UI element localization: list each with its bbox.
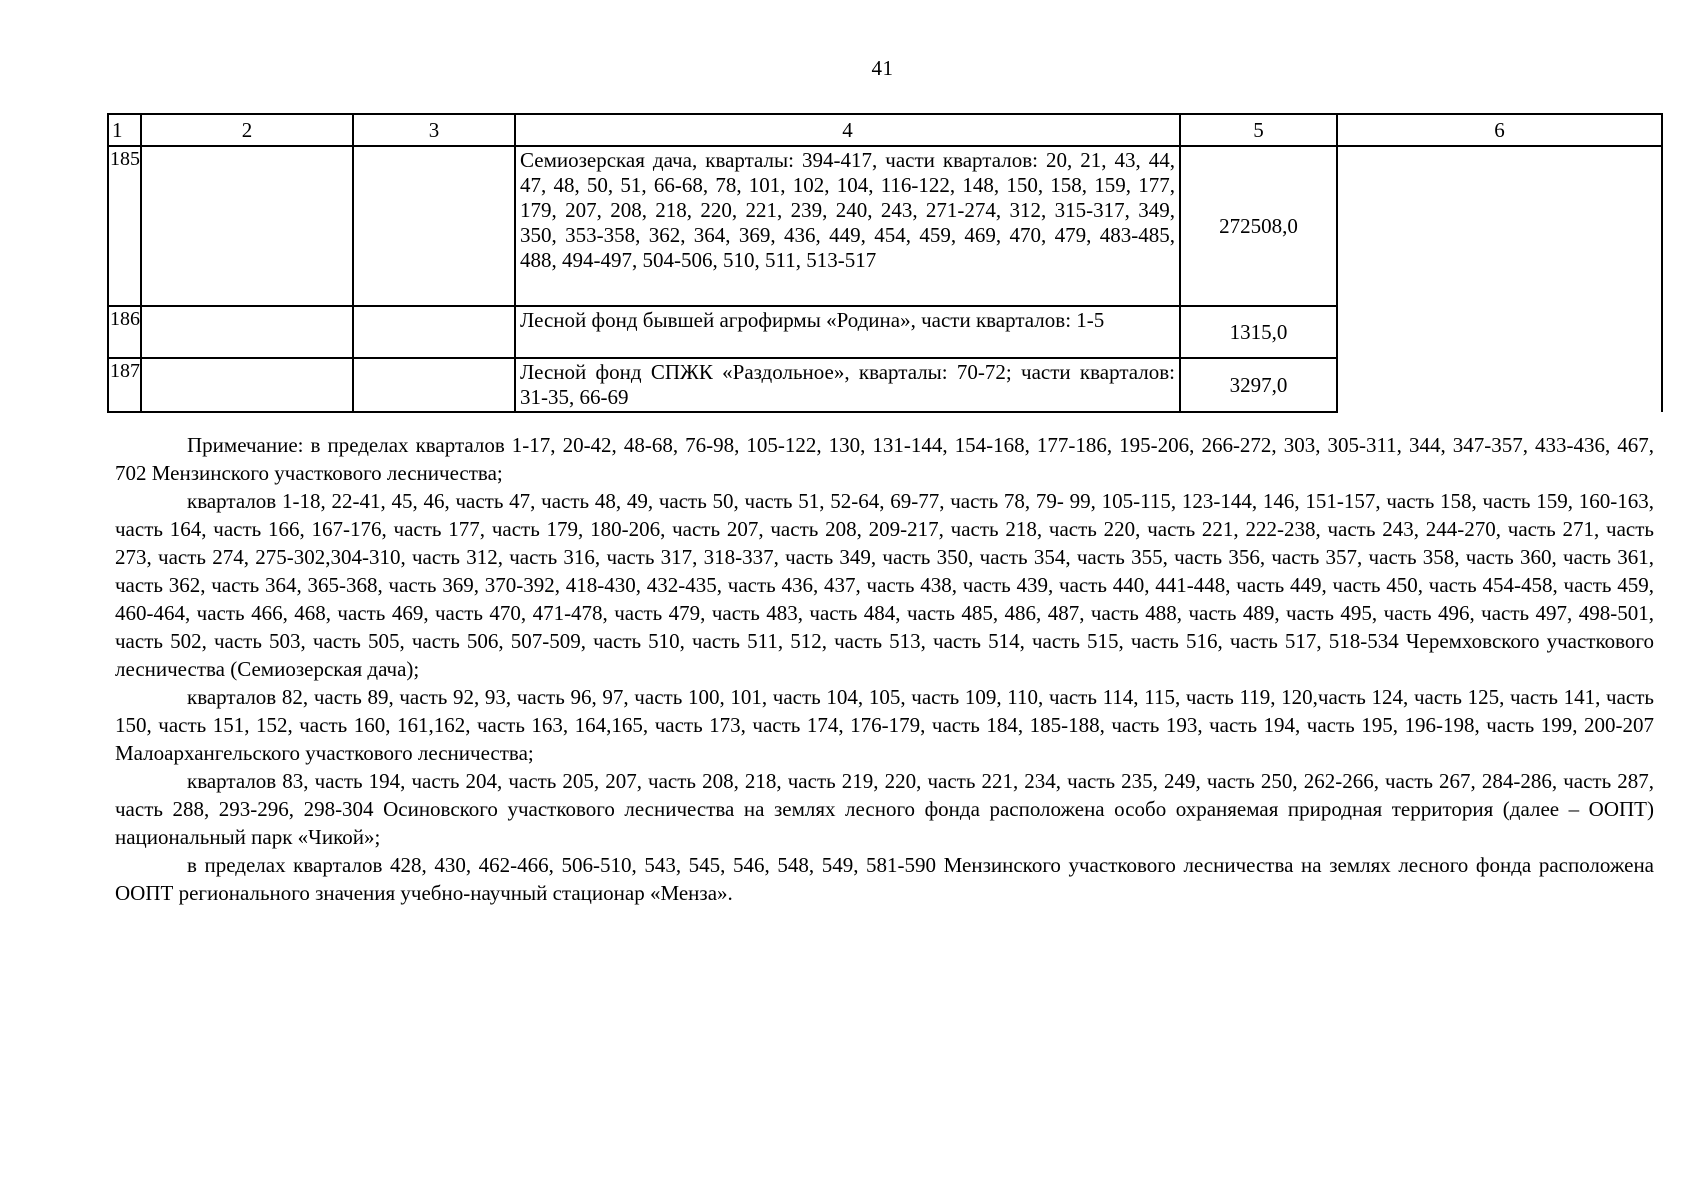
table-cell [353,358,515,412]
row-area: 3297,0 [1180,358,1337,412]
row-description: Лесной фонд бывшей агрофирмы «Родина», части кварталов: 1-5 [515,306,1180,358]
column-header: 2 [141,114,353,146]
row-area: 272508,0 [1180,146,1337,306]
row-area: 1315,0 [1180,306,1337,358]
note-paragraph: кварталов 82, часть 89, часть 92, 93, часть 96, 97, часть 100, 101, часть 104, 105, часть 109, 110, часть 114, 115, часть 119, 120,часть 124, часть 125, часть 141, часть 150, часть 151, 152, часть 160, 161,162, часть 163, 164,165, часть 173, часть 174, 176-179, часть 184, 185-188, часть 193, часть 194, часть 195, 196-198, часть 199, 200-207 Малоархангельского участкового лесничества; [115,685,1654,765]
table-header-row [108,114,1662,146]
table-cell [141,358,353,412]
note-paragraph: в пределах кварталов 428, 430, 462-466, 506-510, 543, 545, 546, 548, 549, 581-590 Мензинского участкового лесничества на землях лесного фонда расположена ООПТ регионального значения учебно-научный стационар «Менза». [115,853,1654,905]
table-cell [1337,146,1662,412]
column-header: 1 [108,114,141,146]
row-description: Семиозерская дача, кварталы: 394-417, части кварталов: 20, 21, 43, 44, 47, 48, 50, 51, 66-68, 78, 101, 102, 104, 116-122, 148, 150, 158, 159, 177, 179, 207, 208, 218, 220, 221, 239, 240, 243, 271-274, 312, 315-317, 349, 350, 353-358, 362, 364, 369, 436, 449, 454, 459, 469, 470, 479, 483-485, 488, 494-497, 504-506, 510, 511, 513-517 [515,146,1180,306]
note-paragraph: кварталов 83, часть 194, часть 204, часть 205, 207, часть 208, 218, часть 219, 220, часть 221, 234, часть 235, 249, часть 250, 262-266, часть 267, 284-286, часть 287, часть 288, 293-296, 298-304 Осиновского участкового лесничества на землях лесного фонда расположена особо охраняемая природная территория (далее – ООПТ) национальный парк «Чикой»; [115,769,1654,849]
row-number: 186 [108,306,141,358]
row-number: 187 [108,358,141,412]
forest-table [107,113,1663,413]
column-header: 4 [515,114,1180,146]
table-cell [141,146,353,306]
table-cell [353,146,515,306]
note-section [115,431,1654,907]
note-paragraph: Примечание: в пределах кварталов 1-17, 20-42, 48-68, 76-98, 105-122, 130, 131-144, 154-168, 177-186, 195-206, 266-272, 303, 305-311, 344, 347-357, 433-436, 467, 702 Мензинского участкового лесничества; [115,433,1654,485]
table-cell [353,306,515,358]
column-header: 6 [1337,114,1662,146]
table-cell [141,306,353,358]
column-header: 5 [1180,114,1337,146]
row-number: 185 [108,146,141,306]
table-row [108,146,1662,306]
column-header: 3 [353,114,515,146]
page-number: 41 [871,56,894,80]
row-description: Лесной фонд СПЖК «Раздольное», кварталы: 70-72; части кварталов: 31-35, 66-69 [515,358,1180,412]
note-paragraph: кварталов 1-18, 22-41, 45, 46, часть 47, часть 48, 49, часть 50, часть 51, 52-64, 69-77, часть 78, 79- 99, 105-115, 123-144, 146, 151-157, часть 158, часть 159, 160-163, часть 164, часть 166, 167-176, часть 177, часть 179, 180-206, часть 207, часть 208, 209-217, часть 218, часть 220, часть 221, 222-238, часть 243, 244-270, часть 271, часть 273, часть 274, 275-302,304-310, часть 312, часть 316, часть 317, 318-337, часть 349, часть 350, часть 354, часть 355, часть 356, часть 357, часть 358, часть 360, часть 361, часть 362, часть 364, 365-368, часть 369, 370-392, 418-430, 432-435, часть 436, 437, часть 438, часть 439, часть 440, 441-448, часть 449, часть 450, часть 454-458, часть 459, 460-464, часть 466, 468, часть 469, часть 470, 471-478, часть 479, часть 483, часть 484, часть 485, 486, 487, часть 488, часть 489, часть 495, часть 496, часть 497, 498-501, часть 502, часть 503, часть 505, часть 506, 507-509, часть 510, часть 511, 512, часть 513, часть 514, часть 515, часть 516, часть 517, 518-534 Черемховского участкового лесничества (Семиозерская дача); [115,489,1654,681]
